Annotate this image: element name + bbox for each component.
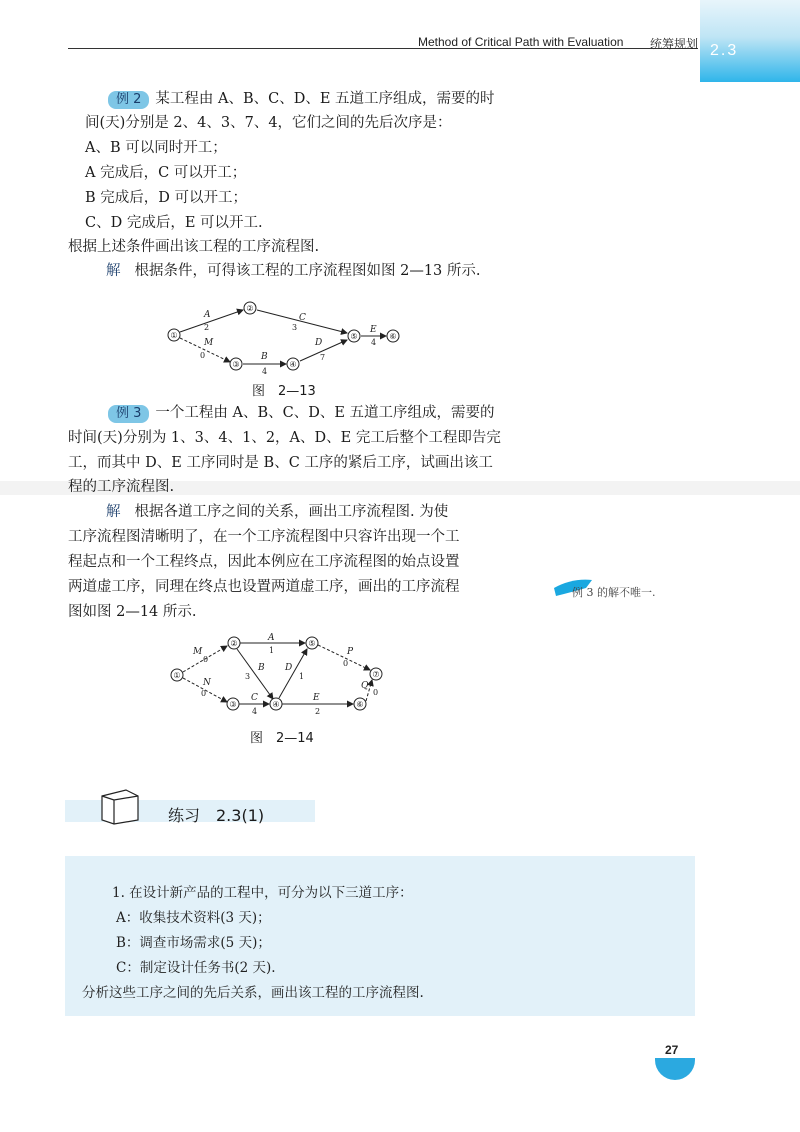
figure-2-14-diagram [165, 630, 395, 720]
book-icon [96, 786, 146, 826]
figure-2-13-caption: 图 2—13 [252, 384, 316, 399]
fig13-edge-a-weight: 2 [204, 323, 210, 332]
fig14-node-1: ① [173, 671, 181, 680]
exercise-line-3: B：调查市场需求(5 天)； [116, 935, 271, 951]
example2-line-3: A、B 可以同时开工； [85, 140, 227, 156]
fig14-node-2: ② [230, 639, 238, 648]
example3-badge: 例 3 [108, 405, 149, 423]
fig13-edge-a-label: A [204, 310, 211, 320]
fig14-edge-q-label: Q [361, 681, 369, 691]
fig14-edge-c-label: C [251, 693, 258, 703]
fig14-edge-q-weight: 0 [373, 688, 379, 697]
fig14-edge-d-label: D [285, 663, 293, 673]
example2-solution: 解 根据条件，可得该工程的工序流程图如图 2—13 所示. [106, 263, 481, 279]
example3-solution-line-5: 图如图 2—14 所示. [68, 604, 197, 620]
fig14-edge-p-label: P [347, 647, 354, 657]
fig13-edge-m-weight: 0 [200, 351, 206, 360]
fig13-node-6: ⑥ [389, 332, 397, 341]
example3-line-1: 例 3 一个工程由 A、B、C、D、E 五道工序组成，需要的 [108, 404, 495, 423]
example3-line-3: 工，而其中 D、E 工序同时是 B、C 工序的紧后工序，试画出该工 [68, 455, 493, 471]
fig13-edge-c-weight: 3 [292, 323, 298, 332]
fig13-node-5: ⑤ [350, 332, 358, 341]
fig13-edge-m-label: M [204, 338, 214, 348]
example3-solution-line-1: 解 根据各道工序之间的关系，画出工序流程图. 为使 [106, 504, 449, 520]
fig14-edge-b-weight: 3 [245, 672, 251, 681]
fig13-edge-b-label: B [261, 352, 268, 362]
exercise-line-4: C：制定设计任务书(2 天). [116, 960, 276, 976]
example3-solution-line-3: 程起点和一个工程终点，因此本例应在工序流程图的始点设置 [68, 554, 460, 570]
example3-line-2: 时间(天)分别为 1、3、4、1、2，A、D、E 完工后整个工程即告完 [68, 430, 501, 446]
fig14-edge-a-label: A [268, 633, 275, 643]
fig14-node-6: ⑥ [356, 700, 364, 709]
fig13-edge-e-label: E [370, 325, 377, 335]
fig14-node-4: ④ [272, 700, 280, 709]
fig13-node-4: ④ [289, 360, 297, 369]
fig13-edge-d-weight: 7 [320, 353, 326, 362]
fig14-edge-b-label: B [258, 663, 265, 673]
example2-line-4: A 完成后，C 可以开工； [85, 165, 247, 181]
fig14-edge-n-label: N [203, 678, 211, 688]
exercise-line-1: 1. 在设计新产品的工程中，可分为以下三道工序： [112, 885, 413, 901]
fig13-edge-d-label: D [315, 338, 323, 348]
fig14-node-3: ③ [229, 700, 237, 709]
fig14-edge-n-weight: 0 [201, 689, 207, 698]
page-number: 27 [665, 1043, 679, 1057]
example2-badge: 例 2 [108, 91, 149, 109]
fig13-edge-e-weight: 4 [371, 338, 377, 347]
figure-2-14-caption: 图 2—14 [250, 731, 314, 746]
fig14-node-7: ⑦ [372, 670, 380, 679]
fig13-node-1: ① [170, 331, 178, 340]
section-tab-band [700, 0, 800, 82]
exercise-line-5: 分析这些工序之间的先后关系，画出该工程的工序流程图. [82, 985, 424, 1001]
side-note-text: 例 3 的解不唯一. [572, 586, 656, 599]
example3-solution-line-4: 两道虚工序，同理在终点也设置两道虚工序，画出的工序流程 [68, 579, 460, 595]
fig14-edge-c-weight: 4 [252, 707, 258, 716]
fig14-edge-p-weight: 0 [343, 659, 349, 668]
fig14-edge-m-weight: 0 [203, 655, 209, 664]
fig13-node-3: ③ [232, 360, 240, 369]
header-title-cn: 统筹规划 [650, 37, 699, 51]
fig14-edge-m-label: M [193, 647, 203, 657]
example2-line-2: 间(天)分别是 2、4、3、7、4，它们之间的先后次序是： [85, 115, 452, 131]
solution-label: 解 [106, 263, 121, 279]
fig14-edge-d-weight: 1 [299, 672, 305, 681]
figure-2-13-diagram [160, 295, 410, 375]
page-tab-decoration [655, 1058, 695, 1080]
section-number: 2.3 [710, 42, 739, 59]
solution-label: 解 [106, 504, 121, 520]
fig14-edge-a-weight: 1 [269, 646, 275, 655]
fig14-edge-e-label: E [313, 693, 320, 703]
fig14-node-5: ⑤ [308, 639, 316, 648]
example2-line-5: B 完成后，D 可以开工； [85, 190, 247, 206]
exercise-line-2: A：收集技术资料(3 天)； [116, 910, 271, 926]
example2-line-1: 例 2 某工程由 A、B、C、D、E 五道工序组成，需要的时 [108, 90, 495, 109]
fig13-node-2: ② [246, 304, 254, 313]
header-title-en: Method of Critical Path with Evaluation [418, 35, 624, 49]
example3-solution-line-2: 工序流程图清晰明了，在一个工序流程图中只容许出现一个工 [68, 529, 460, 545]
example3-line-4: 程的工序流程图. [68, 479, 175, 495]
fig13-edge-c-label: C [299, 313, 306, 323]
exercise-title: 练习 2.3(1) [168, 806, 265, 825]
fig14-edge-e-weight: 2 [315, 707, 321, 716]
example2-line-7: 根据上述条件画出该工程的工序流程图. [68, 239, 320, 255]
example2-line-6: C、D 完成后，E 可以开工. [85, 215, 263, 231]
fig13-edge-b-weight: 4 [262, 367, 268, 375]
